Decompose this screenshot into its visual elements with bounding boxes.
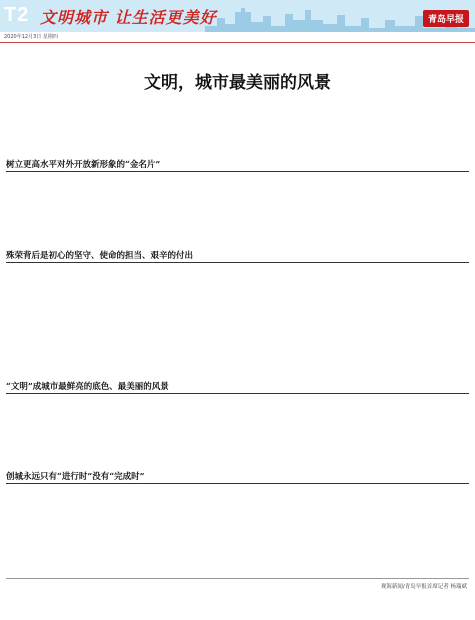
page-header	[0, 0, 475, 32]
headline: 文明，城市最美丽的风景	[144, 73, 331, 93]
section-title: 殊荣背后是初心的坚守、使命的担当、艰辛的付出	[6, 249, 469, 263]
section-4	[6, 470, 469, 487]
section-title: 树立更高水平对外开放新形象的“金名片”	[6, 158, 469, 172]
page-number: T2	[4, 4, 30, 26]
section-3	[6, 380, 469, 397]
section-2	[6, 249, 469, 266]
masthead-logo: 青岛早报	[423, 10, 469, 27]
issue-date: 2020年12月3日 星期四	[4, 34, 58, 40]
section-1	[6, 158, 469, 175]
section-title: “文明”成城市最鲜亮的底色、最美丽的风景	[6, 380, 469, 394]
byline: 观海新闻/青岛早报首席记者 杨瑞斌	[380, 584, 467, 590]
section-slogan: 文明城市 让生活更美好	[40, 8, 217, 27]
meta-bar	[0, 33, 475, 43]
lead-paragraph	[52, 96, 424, 146]
section-title: 创城永远只有“进行时”没有“完成时”	[6, 470, 469, 484]
page-divider	[6, 578, 469, 579]
